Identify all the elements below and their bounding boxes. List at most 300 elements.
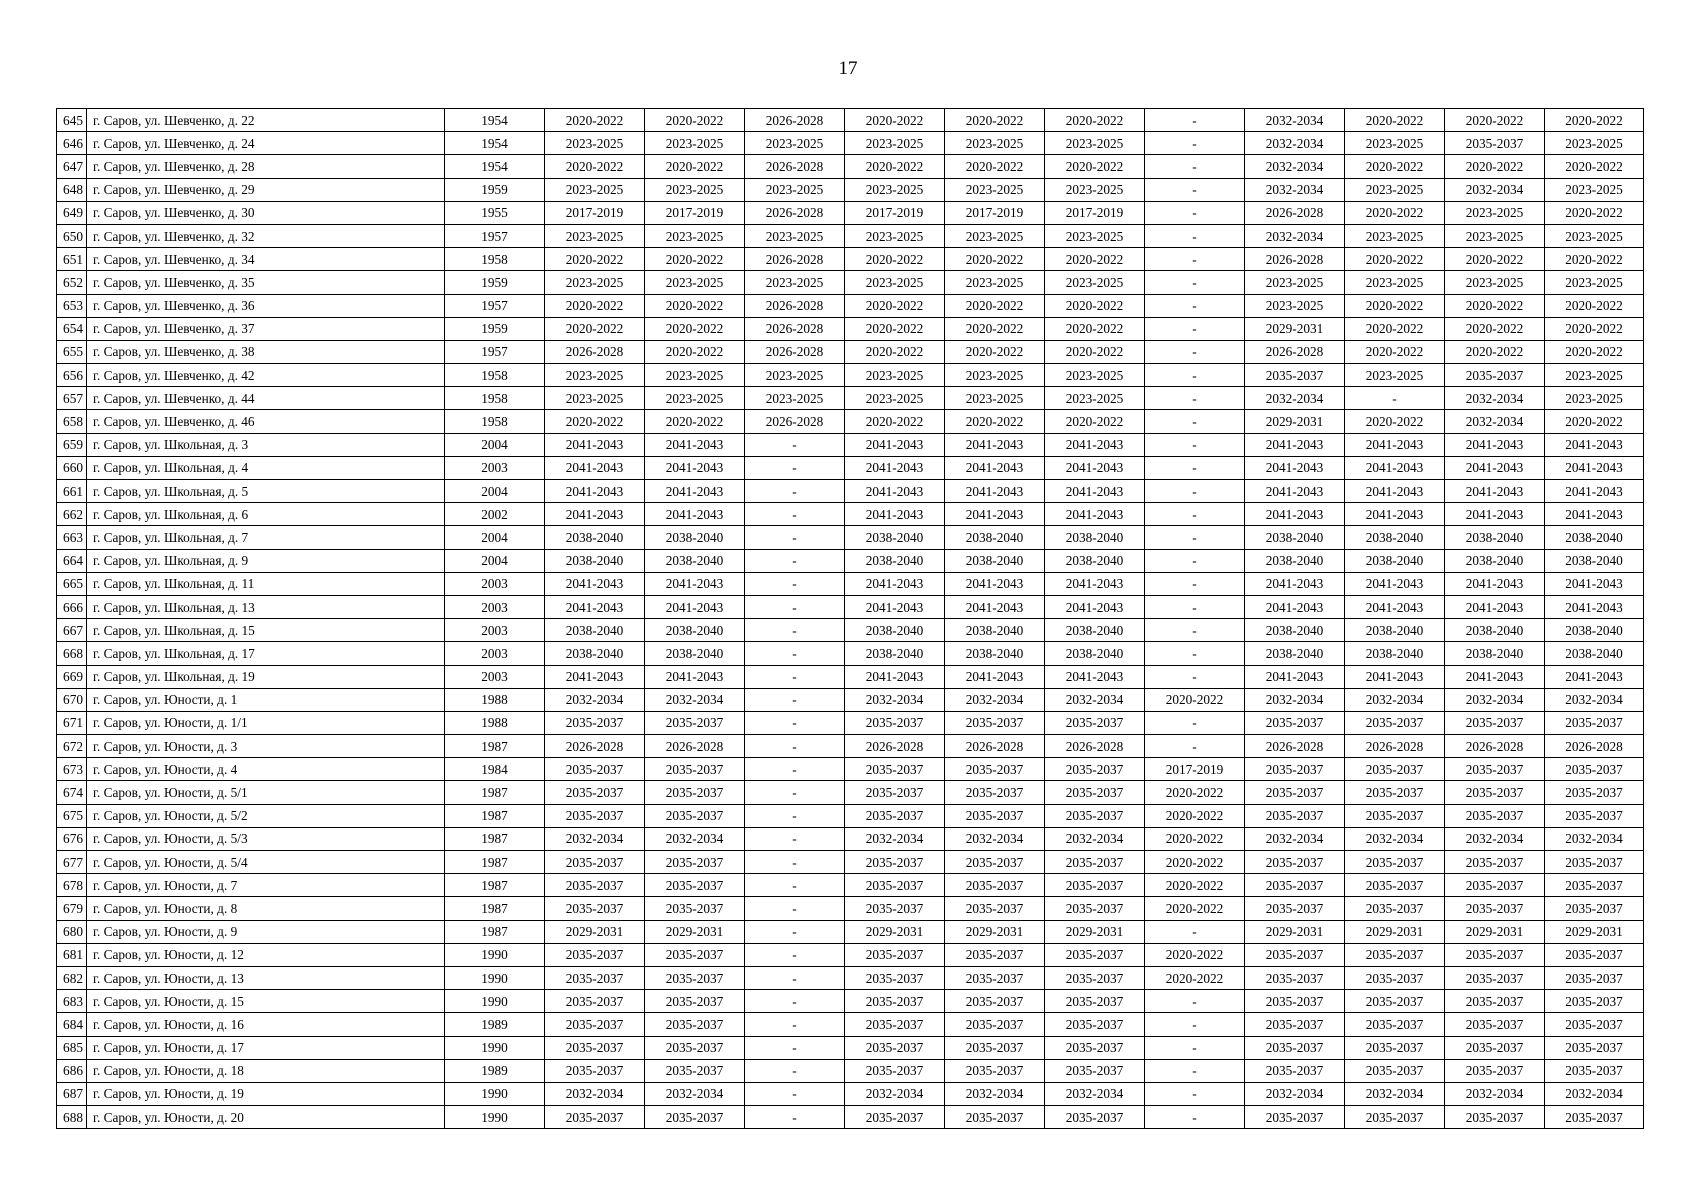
row-number: 688 — [57, 1106, 87, 1129]
table-row — [57, 572, 1644, 595]
row-number: 658 — [57, 410, 87, 433]
period-cell-1: 2020-2022 — [545, 155, 645, 178]
page-number: 17 — [838, 58, 858, 79]
period-cell-10: 2041-2043 — [1445, 665, 1545, 688]
period-cell-7: - — [1145, 201, 1245, 224]
year-cell: 1958 — [445, 387, 545, 410]
year-cell: 2003 — [445, 595, 545, 618]
table-row — [57, 665, 1644, 688]
period-cell-5: 2035-2037 — [945, 1036, 1045, 1059]
period-cell-8: 2035-2037 — [1245, 1106, 1345, 1129]
period-cell-7: - — [1145, 1036, 1245, 1059]
year-cell: 1989 — [445, 1059, 545, 1082]
period-cell-4: 2020-2022 — [845, 294, 945, 317]
address-cell: г. Саров, ул. Юности, д. 15 — [87, 990, 445, 1013]
table-row — [57, 966, 1644, 989]
row-number: 645 — [57, 109, 87, 132]
table-row — [57, 758, 1644, 781]
period-cell-4: 2032-2034 — [845, 827, 945, 850]
row-number: 669 — [57, 665, 87, 688]
table-row — [57, 781, 1644, 804]
period-cell-5: 2035-2037 — [945, 781, 1045, 804]
year-cell: 1958 — [445, 248, 545, 271]
period-cell-7: - — [1145, 109, 1245, 132]
period-cell-1: 2035-2037 — [545, 781, 645, 804]
period-cell-9: 2035-2037 — [1345, 1036, 1445, 1059]
period-cell-6: 2023-2025 — [1045, 387, 1145, 410]
period-cell-3: 2023-2025 — [745, 224, 845, 247]
period-cell-10: 2032-2034 — [1445, 410, 1545, 433]
table-row — [57, 433, 1644, 456]
period-cell-5: 2017-2019 — [945, 201, 1045, 224]
address-cell: г. Саров, ул. Юности, д. 9 — [87, 920, 445, 943]
period-cell-3: - — [745, 851, 845, 874]
period-cell-11: 2041-2043 — [1545, 665, 1644, 688]
table-row — [57, 874, 1644, 897]
period-cell-2: 2035-2037 — [645, 851, 745, 874]
address-cell: г. Саров, ул. Шевченко, д. 46 — [87, 410, 445, 433]
period-cell-3: - — [745, 1082, 845, 1105]
period-cell-5: 2035-2037 — [945, 851, 1045, 874]
period-cell-10: 2038-2040 — [1445, 549, 1545, 572]
period-cell-11: 2035-2037 — [1545, 804, 1644, 827]
period-cell-7: - — [1145, 155, 1245, 178]
year-cell: 1987 — [445, 735, 545, 758]
address-cell: г. Саров, ул. Школьная, д. 15 — [87, 619, 445, 642]
period-cell-7: - — [1145, 503, 1245, 526]
row-number: 667 — [57, 619, 87, 642]
table-row — [57, 943, 1644, 966]
period-cell-11: 2020-2022 — [1545, 410, 1644, 433]
period-cell-3: - — [745, 758, 845, 781]
period-cell-6: 2038-2040 — [1045, 642, 1145, 665]
row-number: 659 — [57, 433, 87, 456]
period-cell-1: 2020-2022 — [545, 294, 645, 317]
period-cell-6: 2038-2040 — [1045, 619, 1145, 642]
period-cell-10: 2041-2043 — [1445, 480, 1545, 503]
period-cell-6: 2035-2037 — [1045, 758, 1145, 781]
period-cell-1: 2029-2031 — [545, 920, 645, 943]
period-cell-7: - — [1145, 364, 1245, 387]
row-number: 680 — [57, 920, 87, 943]
period-cell-11: 2035-2037 — [1545, 1059, 1644, 1082]
period-cell-6: 2023-2025 — [1045, 224, 1145, 247]
period-cell-4: 2035-2037 — [845, 851, 945, 874]
period-cell-4: 2020-2022 — [845, 340, 945, 363]
year-cell: 1990 — [445, 990, 545, 1013]
period-cell-9: 2041-2043 — [1345, 456, 1445, 479]
period-cell-5: 2035-2037 — [945, 804, 1045, 827]
period-cell-6: 2020-2022 — [1045, 109, 1145, 132]
table-row — [57, 410, 1644, 433]
period-cell-6: 2038-2040 — [1045, 526, 1145, 549]
period-cell-9: 2020-2022 — [1345, 340, 1445, 363]
table-row — [57, 642, 1644, 665]
period-cell-8: 2035-2037 — [1245, 1013, 1345, 1036]
row-number: 661 — [57, 480, 87, 503]
period-cell-11: 2041-2043 — [1545, 433, 1644, 456]
period-cell-5: 2026-2028 — [945, 735, 1045, 758]
period-cell-1: 2023-2025 — [545, 178, 645, 201]
period-cell-9: 2020-2022 — [1345, 248, 1445, 271]
period-cell-11: 2035-2037 — [1545, 1036, 1644, 1059]
period-cell-11: 2041-2043 — [1545, 572, 1644, 595]
period-cell-9: 2038-2040 — [1345, 549, 1445, 572]
row-number: 670 — [57, 688, 87, 711]
period-cell-10: 2035-2037 — [1445, 966, 1545, 989]
period-cell-5: 2020-2022 — [945, 410, 1045, 433]
year-cell: 2004 — [445, 549, 545, 572]
period-cell-1: 2020-2022 — [545, 317, 645, 340]
period-cell-5: 2020-2022 — [945, 155, 1045, 178]
period-cell-3: - — [745, 619, 845, 642]
period-cell-6: 2035-2037 — [1045, 1106, 1145, 1129]
year-cell: 1957 — [445, 294, 545, 317]
period-cell-10: 2020-2022 — [1445, 317, 1545, 340]
period-cell-2: 2041-2043 — [645, 595, 745, 618]
period-cell-8: 2035-2037 — [1245, 897, 1345, 920]
period-cell-4: 2023-2025 — [845, 224, 945, 247]
period-cell-3: - — [745, 456, 845, 479]
period-cell-7: - — [1145, 526, 1245, 549]
year-cell: 1957 — [445, 224, 545, 247]
period-cell-7: - — [1145, 480, 1245, 503]
period-cell-3: - — [745, 735, 845, 758]
period-cell-10: 2038-2040 — [1445, 642, 1545, 665]
address-cell: г. Саров, ул. Школьная, д. 6 — [87, 503, 445, 526]
period-cell-11: 2023-2025 — [1545, 387, 1644, 410]
period-cell-5: 2035-2037 — [945, 711, 1045, 734]
period-cell-10: 2023-2025 — [1445, 224, 1545, 247]
year-cell: 1990 — [445, 1082, 545, 1105]
schedule-table — [56, 108, 1644, 1129]
period-cell-9: 2035-2037 — [1345, 897, 1445, 920]
period-cell-11: 2023-2025 — [1545, 224, 1644, 247]
year-cell: 1959 — [445, 271, 545, 294]
period-cell-5: 2035-2037 — [945, 966, 1045, 989]
period-cell-11: 2032-2034 — [1545, 827, 1644, 850]
row-number: 653 — [57, 294, 87, 317]
row-number: 656 — [57, 364, 87, 387]
address-cell: г. Саров, ул. Юности, д. 17 — [87, 1036, 445, 1059]
period-cell-4: 2023-2025 — [845, 132, 945, 155]
period-cell-7: - — [1145, 224, 1245, 247]
period-cell-8: 2041-2043 — [1245, 503, 1345, 526]
period-cell-1: 2038-2040 — [545, 642, 645, 665]
address-cell: г. Саров, ул. Юности, д. 16 — [87, 1013, 445, 1036]
year-cell: 1990 — [445, 1106, 545, 1129]
period-cell-8: 2038-2040 — [1245, 619, 1345, 642]
period-cell-1: 2035-2037 — [545, 943, 645, 966]
period-cell-1: 2026-2028 — [545, 735, 645, 758]
period-cell-1: 2017-2019 — [545, 201, 645, 224]
period-cell-8: 2023-2025 — [1245, 271, 1345, 294]
period-cell-3: - — [745, 966, 845, 989]
period-cell-4: 2035-2037 — [845, 711, 945, 734]
period-cell-3: - — [745, 1013, 845, 1036]
period-cell-1: 2038-2040 — [545, 549, 645, 572]
row-number: 651 — [57, 248, 87, 271]
period-cell-6: 2020-2022 — [1045, 294, 1145, 317]
period-cell-3: - — [745, 827, 845, 850]
table-row — [57, 1059, 1644, 1082]
period-cell-10: 2035-2037 — [1445, 1013, 1545, 1036]
period-cell-8: 2029-2031 — [1245, 410, 1345, 433]
period-cell-3: - — [745, 804, 845, 827]
period-cell-9: 2020-2022 — [1345, 155, 1445, 178]
period-cell-7: - — [1145, 595, 1245, 618]
year-cell: 2003 — [445, 665, 545, 688]
period-cell-10: 2029-2031 — [1445, 920, 1545, 943]
table-row — [57, 595, 1644, 618]
period-cell-7: - — [1145, 271, 1245, 294]
period-cell-5: 2020-2022 — [945, 340, 1045, 363]
period-cell-11: 2035-2037 — [1545, 711, 1644, 734]
table-row — [57, 1036, 1644, 1059]
period-cell-4: 2032-2034 — [845, 688, 945, 711]
period-cell-7: - — [1145, 1106, 1245, 1129]
period-cell-6: 2035-2037 — [1045, 711, 1145, 734]
period-cell-9: 2041-2043 — [1345, 572, 1445, 595]
row-number: 662 — [57, 503, 87, 526]
address-cell: г. Саров, ул. Школьная, д. 17 — [87, 642, 445, 665]
period-cell-4: 2035-2037 — [845, 1059, 945, 1082]
period-cell-1: 2035-2037 — [545, 990, 645, 1013]
address-cell: г. Саров, ул. Юности, д. 7 — [87, 874, 445, 897]
period-cell-5: 2038-2040 — [945, 526, 1045, 549]
period-cell-4: 2035-2037 — [845, 990, 945, 1013]
period-cell-2: 2035-2037 — [645, 897, 745, 920]
table-row — [57, 224, 1644, 247]
row-number: 678 — [57, 874, 87, 897]
address-cell: г. Саров, ул. Юности, д. 19 — [87, 1082, 445, 1105]
period-cell-7: 2020-2022 — [1145, 897, 1245, 920]
period-cell-10: 2035-2037 — [1445, 943, 1545, 966]
row-number: 652 — [57, 271, 87, 294]
year-cell: 1958 — [445, 410, 545, 433]
period-cell-9: 2020-2022 — [1345, 410, 1445, 433]
address-cell: г. Саров, ул. Шевченко, д. 38 — [87, 340, 445, 363]
period-cell-9: 2041-2043 — [1345, 480, 1445, 503]
period-cell-3: - — [745, 642, 845, 665]
year-cell: 1955 — [445, 201, 545, 224]
period-cell-11: 2038-2040 — [1545, 619, 1644, 642]
period-cell-3: 2023-2025 — [745, 132, 845, 155]
period-cell-5: 2023-2025 — [945, 271, 1045, 294]
table-row — [57, 178, 1644, 201]
period-cell-11: 2035-2037 — [1545, 943, 1644, 966]
period-cell-5: 2041-2043 — [945, 456, 1045, 479]
period-cell-5: 2032-2034 — [945, 1082, 1045, 1105]
period-cell-3: - — [745, 480, 845, 503]
year-cell: 1954 — [445, 132, 545, 155]
period-cell-6: 2041-2043 — [1045, 665, 1145, 688]
period-cell-10: 2020-2022 — [1445, 340, 1545, 363]
period-cell-9: 2023-2025 — [1345, 224, 1445, 247]
address-cell: г. Саров, ул. Шевченко, д. 34 — [87, 248, 445, 271]
year-cell: 1987 — [445, 827, 545, 850]
period-cell-1: 2041-2043 — [545, 572, 645, 595]
period-cell-11: 2020-2022 — [1545, 294, 1644, 317]
period-cell-8: 2026-2028 — [1245, 735, 1345, 758]
period-cell-7: - — [1145, 1059, 1245, 1082]
period-cell-10: 2038-2040 — [1445, 619, 1545, 642]
period-cell-10: 2035-2037 — [1445, 851, 1545, 874]
period-cell-2: 2023-2025 — [645, 271, 745, 294]
period-cell-1: 2035-2037 — [545, 804, 645, 827]
period-cell-6: 2035-2037 — [1045, 897, 1145, 920]
period-cell-5: 2038-2040 — [945, 619, 1045, 642]
year-cell: 1990 — [445, 1036, 545, 1059]
address-cell: г. Саров, ул. Шевченко, д. 29 — [87, 178, 445, 201]
period-cell-7: - — [1145, 711, 1245, 734]
address-cell: г. Саров, ул. Школьная, д. 5 — [87, 480, 445, 503]
year-cell: 1987 — [445, 874, 545, 897]
period-cell-2: 2035-2037 — [645, 711, 745, 734]
period-cell-2: 2023-2025 — [645, 178, 745, 201]
period-cell-3: - — [745, 781, 845, 804]
period-cell-6: 2029-2031 — [1045, 920, 1145, 943]
period-cell-2: 2041-2043 — [645, 456, 745, 479]
period-cell-5: 2032-2034 — [945, 688, 1045, 711]
address-cell: г. Саров, ул. Школьная, д. 9 — [87, 549, 445, 572]
period-cell-9: 2020-2022 — [1345, 317, 1445, 340]
period-cell-11: 2026-2028 — [1545, 735, 1644, 758]
address-cell: г. Саров, ул. Школьная, д. 11 — [87, 572, 445, 595]
period-cell-6: 2035-2037 — [1045, 1059, 1145, 1082]
period-cell-11: 2038-2040 — [1545, 526, 1644, 549]
period-cell-9: 2020-2022 — [1345, 294, 1445, 317]
period-cell-6: 2032-2034 — [1045, 688, 1145, 711]
period-cell-11: 2020-2022 — [1545, 109, 1644, 132]
period-cell-4: 2038-2040 — [845, 642, 945, 665]
row-number: 647 — [57, 155, 87, 178]
period-cell-4: 2041-2043 — [845, 433, 945, 456]
row-number: 671 — [57, 711, 87, 734]
period-cell-11: 2029-2031 — [1545, 920, 1644, 943]
period-cell-8: 2026-2028 — [1245, 340, 1345, 363]
address-cell: г. Саров, ул. Шевченко, д. 44 — [87, 387, 445, 410]
period-cell-2: 2020-2022 — [645, 340, 745, 363]
period-cell-4: 2041-2043 — [845, 665, 945, 688]
row-number: 646 — [57, 132, 87, 155]
row-number: 674 — [57, 781, 87, 804]
period-cell-10: 2020-2022 — [1445, 294, 1545, 317]
period-cell-9: 2023-2025 — [1345, 132, 1445, 155]
period-cell-2: 2041-2043 — [645, 572, 745, 595]
period-cell-10: 2035-2037 — [1445, 804, 1545, 827]
period-cell-9: 2035-2037 — [1345, 1106, 1445, 1129]
row-number: 650 — [57, 224, 87, 247]
address-cell: г. Саров, ул. Юности, д. 1 — [87, 688, 445, 711]
period-cell-4: 2035-2037 — [845, 943, 945, 966]
period-cell-5: 2023-2025 — [945, 224, 1045, 247]
period-cell-1: 2023-2025 — [545, 224, 645, 247]
table-row — [57, 503, 1644, 526]
row-number: 677 — [57, 851, 87, 874]
period-cell-1: 2035-2037 — [545, 897, 645, 920]
table-body — [57, 109, 1644, 1129]
period-cell-8: 2035-2037 — [1245, 781, 1345, 804]
year-cell: 1959 — [445, 178, 545, 201]
address-cell: г. Саров, ул. Юности, д. 3 — [87, 735, 445, 758]
period-cell-9: 2023-2025 — [1345, 271, 1445, 294]
period-cell-1: 2035-2037 — [545, 758, 645, 781]
period-cell-8: 2032-2034 — [1245, 109, 1345, 132]
period-cell-9: - — [1345, 387, 1445, 410]
period-cell-7: - — [1145, 990, 1245, 1013]
period-cell-10: 2020-2022 — [1445, 109, 1545, 132]
period-cell-8: 2035-2037 — [1245, 1059, 1345, 1082]
period-cell-7: - — [1145, 549, 1245, 572]
table-row — [57, 549, 1644, 572]
address-cell: г. Саров, ул. Шевченко, д. 32 — [87, 224, 445, 247]
row-number: 679 — [57, 897, 87, 920]
period-cell-2: 2041-2043 — [645, 503, 745, 526]
period-cell-8: 2035-2037 — [1245, 1036, 1345, 1059]
year-cell: 1990 — [445, 943, 545, 966]
period-cell-2: 2020-2022 — [645, 317, 745, 340]
period-cell-8: 2029-2031 — [1245, 920, 1345, 943]
period-cell-11: 2035-2037 — [1545, 897, 1644, 920]
period-cell-3: - — [745, 572, 845, 595]
period-cell-11: 2020-2022 — [1545, 317, 1644, 340]
address-cell: г. Саров, ул. Юности, д. 8 — [87, 897, 445, 920]
table-row — [57, 294, 1644, 317]
period-cell-8: 2038-2040 — [1245, 549, 1345, 572]
period-cell-6: 2026-2028 — [1045, 735, 1145, 758]
row-number: 675 — [57, 804, 87, 827]
row-number: 683 — [57, 990, 87, 1013]
period-cell-4: 2041-2043 — [845, 480, 945, 503]
year-cell: 2004 — [445, 480, 545, 503]
period-cell-8: 2035-2037 — [1245, 851, 1345, 874]
period-cell-7: 2020-2022 — [1145, 851, 1245, 874]
period-cell-6: 2017-2019 — [1045, 201, 1145, 224]
period-cell-2: 2035-2037 — [645, 943, 745, 966]
address-cell: г. Саров, ул. Шевченко, д. 22 — [87, 109, 445, 132]
period-cell-1: 2023-2025 — [545, 271, 645, 294]
period-cell-9: 2020-2022 — [1345, 201, 1445, 224]
period-cell-5: 2035-2037 — [945, 758, 1045, 781]
period-cell-6: 2035-2037 — [1045, 1013, 1145, 1036]
address-cell: г. Саров, ул. Юности, д. 4 — [87, 758, 445, 781]
period-cell-7: 2017-2019 — [1145, 758, 1245, 781]
table-row — [57, 201, 1644, 224]
period-cell-4: 2035-2037 — [845, 758, 945, 781]
period-cell-8: 2041-2043 — [1245, 572, 1345, 595]
period-cell-11: 2035-2037 — [1545, 1106, 1644, 1129]
year-cell: 2003 — [445, 456, 545, 479]
period-cell-8: 2032-2034 — [1245, 827, 1345, 850]
period-cell-4: 2035-2037 — [845, 897, 945, 920]
period-cell-6: 2035-2037 — [1045, 781, 1145, 804]
period-cell-1: 2020-2022 — [545, 248, 645, 271]
period-cell-2: 2035-2037 — [645, 874, 745, 897]
year-cell: 1958 — [445, 364, 545, 387]
table-row — [57, 804, 1644, 827]
table-row — [57, 248, 1644, 271]
period-cell-3: - — [745, 595, 845, 618]
period-cell-4: 2041-2043 — [845, 503, 945, 526]
period-cell-11: 2023-2025 — [1545, 364, 1644, 387]
period-cell-10: 2035-2037 — [1445, 132, 1545, 155]
address-cell: г. Саров, ул. Шевченко, д. 35 — [87, 271, 445, 294]
period-cell-4: 2020-2022 — [845, 109, 945, 132]
period-cell-3: 2026-2028 — [745, 155, 845, 178]
address-cell: г. Саров, ул. Шевченко, д. 30 — [87, 201, 445, 224]
period-cell-5: 2029-2031 — [945, 920, 1045, 943]
